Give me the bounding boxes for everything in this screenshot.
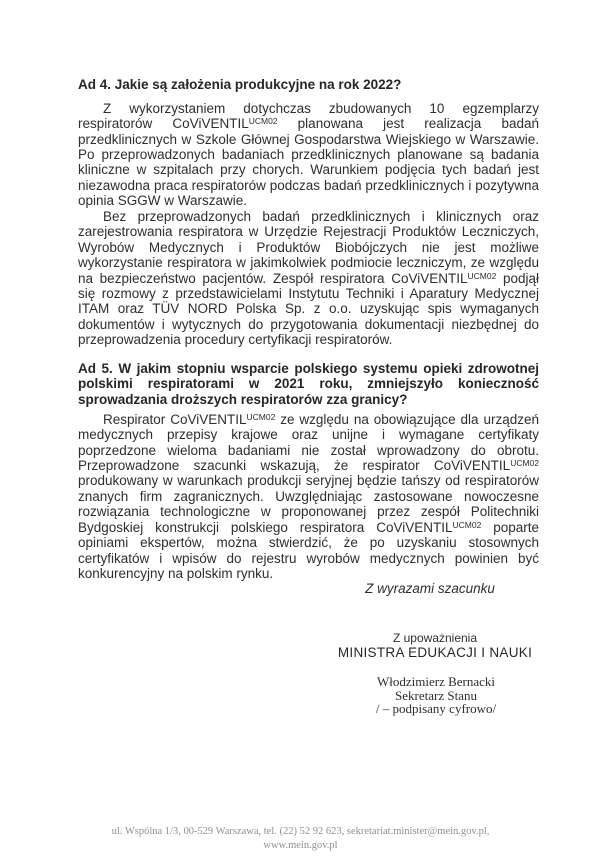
- signer-title: Sekretarz Stanu: [395, 687, 477, 703]
- section-ad4-heading: Ad 4. Jakie są założenia produkcyjne na rok 2022?: [78, 77, 402, 92]
- signer-block: [286, 675, 586, 716]
- footer-address-line: ul. Wspólna 1/3, 00-529 Warszawa, tel. (22) 52 92 623, sekretariat.minister@mein.gov.pl,: [111, 826, 490, 837]
- paragraph: Respirator CoViVENTIL$^{UCM02}$ ze względu na obowiązujące dla urządzeń medycznych przepisy krajowe oraz unijne i wymagane certyfikaty poprzedzone wieloma badaniami nie został wprowadzony do obrotu. Przeprowadzone szacunki wskazują, że respirator CoViVENTIL$^{UCM02}$ produkowany w warunkach produkcji seryjnej będzie tańszy od respiratorów znanych firm zagranicznych. Uwzględniając zastosowane nowoczesne rozwiązania technologiczne w proponowanej przez zespół Politechniki Bydgoskiej konstrukcji polskiego respiratora CoViVENTIL$^{UCM02}$ poparte opiniami ekspertów, można stwierdzić, że po uzyskaniu stosownych certyfikatów i wpisów do rejestru wyrobów medycznych powinien być konkurencyjny na polskim rynku.: [78, 411, 539, 582]
- superscript: UCM02: [510, 457, 539, 468]
- section-ad5: [78, 361, 539, 582]
- superscript: UCM02: [452, 519, 482, 530]
- section-ad5-heading: Ad 5. W jakim stopniu wsparcie polskiego systemu opieki zdrowotnej polskimi respiratorami w 2021 roku, zmniejszyło konieczność sprowadzania droższych respiratorów zza granicy?: [78, 360, 539, 408]
- superscript: UCM02: [248, 116, 278, 127]
- superscript: UCM02: [467, 270, 497, 281]
- letter-body: [78, 77, 539, 582]
- authorization-block: [283, 631, 587, 660]
- paragraph: Bez przeprowadzonych badań przedklinicznych i klinicznych oraz zarejestrowania respiratora w Urzędzie Rejestracji Produktów Leczniczych, Wyrobów Medycznych i Produktów Biobójczych nie jest możliwe wykorzystanie respiratora w jakimkolwiek podmiocie leczniczym, ze względu na bezpieczeństwo pacjentów. Zespół respiratora CoViVENTIL$^{UCM02}$ podjął się rozmowy z przedstawicielami Instytutu Techniki i Aparatury Medycznej ITAM oraz TÜV NORD Polska Sp. z o.o. uzyskując spis wymaganych dokumentów i wytycznych do przygotowania dokumentacji niezbędnej do przeprowadzenia procedury certyfikacji respiratorów.: [78, 208, 539, 348]
- superscript: UCM02: [246, 411, 276, 422]
- digital-signature-note: / – podpisany cyfrowo/: [375, 701, 497, 716]
- valediction: Z wyrazami szacunku: [365, 581, 495, 596]
- section-ad4: [78, 77, 539, 348]
- authority-name: MINISTRA EDUKACJI I NAUKI: [337, 645, 533, 660]
- authorization-text: Z upoważnienia: [392, 631, 478, 645]
- page-footer: [0, 825, 601, 853]
- paragraph: Z wykorzystaniem dotychczas zbudowanych 10 egzemplarzy respiratorów CoViVENTIL$^{UCM02}$ planowana jest realizacja badań przedklinicznych w Szkole Głównej Gospodarstwa Wiejskiego w Warszawie. Po przeprowadzonych badaniach przedklinicznych planowane są badania kliniczne w szpitalach przy chorych. Warunkiem podjęcia tych badań jest niezawodna praca respiratorów podczas badań przedklinicznych i pozytywna opinia SGGW w Warszawie.: [78, 100, 540, 209]
- signer-name: Włodzimierz Bernacki: [376, 674, 496, 689]
- footer-website: www.mein.gov.pl: [263, 840, 338, 851]
